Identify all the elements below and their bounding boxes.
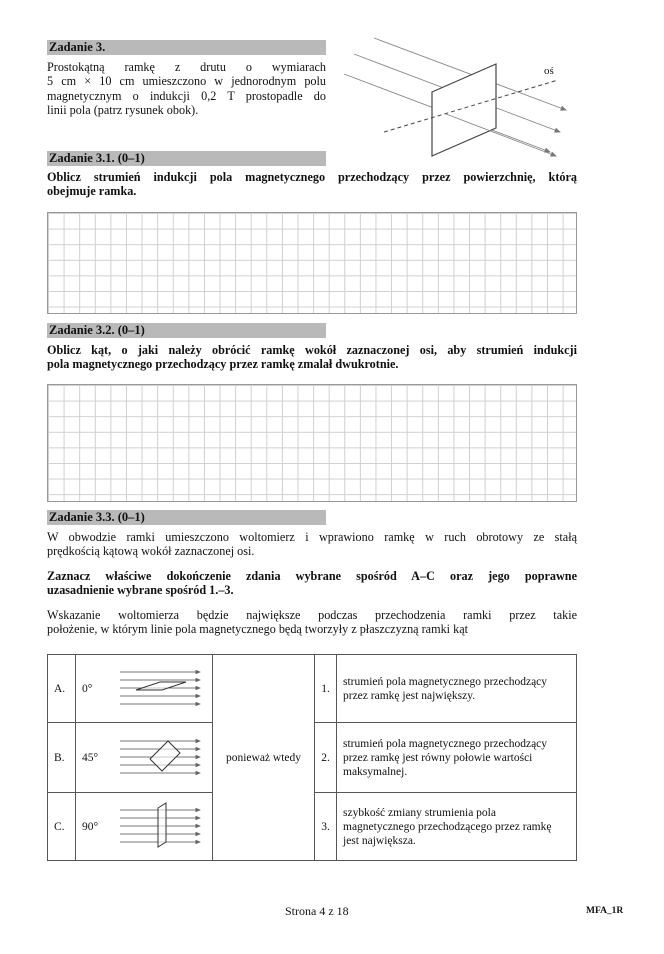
reason-3-text[interactable]: szybkość zmiany strumienia pola magnetycznego przechodzącego przez ramkę jest największa.: [337, 793, 577, 861]
option-c-letter[interactable]: C.: [48, 793, 76, 861]
option-b-letter[interactable]: B.: [48, 723, 76, 793]
reason-1-num[interactable]: 1.: [315, 655, 337, 723]
task32-question: [47, 343, 577, 372]
reason-1-text[interactable]: strumień pola magnetycznego przechodzący przez ramkę jest największy.: [337, 655, 577, 723]
task33-intro-line: prędkością kątową wokół zaznaczonej osi.: [47, 544, 255, 559]
task33-instruction-line: Zaznacz właściwe dokończenie zdania wybrane spośród A–C oraz jego poprawne: [47, 569, 577, 583]
frame-45deg-icon: [116, 731, 208, 781]
option-a-figure[interactable]: [116, 655, 213, 723]
option-b-figure[interactable]: [116, 723, 213, 793]
task32-header: Zadanie 3.2. (0–1): [47, 323, 326, 338]
exam-code: MFA_1R: [586, 906, 624, 916]
task32-question-line: pola magnetycznego przechodzący przez ramkę zmalał dwukrotnie.: [47, 357, 399, 372]
option-c-figure[interactable]: [116, 793, 213, 861]
task31-question-line: obejmuje ramka.: [47, 184, 137, 199]
task33-stem-line: położenie, w którym linie pola magnetycznego będą tworzyły z płaszczyzną ramki kąt: [47, 622, 468, 637]
task33-instruction-line: uzasadnienie wybrane spośród 1.–3.: [47, 583, 234, 598]
task32-question-line: Oblicz kąt, o jaki należy obrócić ramkę wokół zaznaczonej osi, aby strumień indukcji: [47, 343, 577, 357]
reason-2-text[interactable]: strumień pola magnetycznego przechodzący przez ramkę jest równy połowie wartości maksymalnej.: [337, 723, 577, 793]
axis-label: oś: [544, 65, 554, 77]
task31-question-line: Oblicz strumień indukcji pola magnetycznego przechodzący przez powierzchnię, którą: [47, 170, 577, 184]
task33-intro: [47, 530, 577, 559]
option-c-angle[interactable]: 90°: [76, 793, 116, 861]
frame-0deg-icon: [116, 662, 208, 712]
frame-90deg-icon: [116, 800, 208, 850]
task33-instruction: [47, 569, 577, 598]
frame-field-figure: [336, 34, 586, 164]
reason-2-num[interactable]: 2.: [315, 723, 337, 793]
page-number: Strona 4 z 18: [285, 904, 349, 918]
task3-header: Zadanie 3.: [47, 40, 326, 55]
task33-intro-line: W obwodzie ramki umieszczono woltomierz i wprawiono ramkę w ruch obrotowy ze stałą: [47, 530, 577, 544]
task3-intro: [47, 60, 326, 117]
wire-frame: [432, 64, 496, 156]
task31-question: [47, 170, 577, 199]
task32-answer-grid[interactable]: [47, 384, 577, 502]
option-a-angle[interactable]: 0°: [76, 655, 116, 723]
task33-answer-table: [47, 654, 577, 861]
option-a-letter[interactable]: A.: [48, 655, 76, 723]
task33-stem: [47, 608, 577, 637]
task33-stem-line: Wskazanie woltomierza będzie największe podczas przechodzenia ramki przez takie: [47, 608, 577, 622]
task3-intro-line: 5 cm × 10 cm umieszczono w jednorodnym polu: [47, 74, 326, 89]
task3-intro-line: linii pola (patrz rysunek obok).: [47, 102, 199, 117]
task33-header: Zadanie 3.3. (0–1): [47, 510, 326, 525]
task31-header: Zadanie 3.1. (0–1): [47, 151, 326, 166]
connector: ponieważ wtedy: [213, 655, 315, 861]
option-b-angle[interactable]: 45°: [76, 723, 116, 793]
task3-intro-line: Prostokątną ramkę z drutu o wymiarach: [47, 60, 326, 74]
reason-3-num[interactable]: 3.: [315, 793, 337, 861]
task31-answer-grid[interactable]: [47, 212, 577, 314]
task3-intro-line: magnetycznym o indukcji 0,2 T prostopadle do: [47, 88, 326, 103]
